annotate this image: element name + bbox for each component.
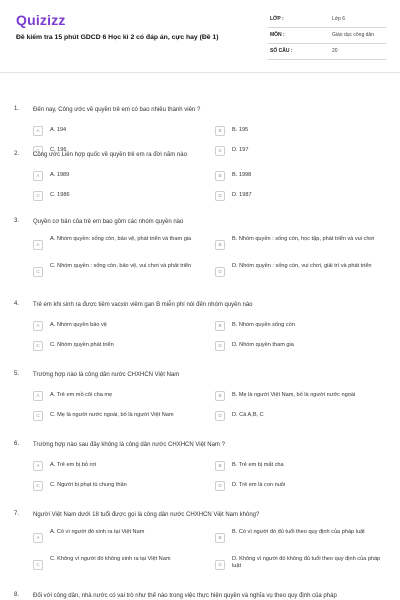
question-text: Trường hợp nào là công dân nước CHXHCN Việt Nam <box>33 372 180 378</box>
option-text: A. 1989 <box>50 172 70 178</box>
question-text: Người Việt Nam dưới 18 tuổi được gọi là công dân nước CHXHCN Việt Nam không? <box>33 512 260 518</box>
option-c[interactable] <box>33 479 208 493</box>
meta-row-count <box>268 44 386 60</box>
option-d[interactable] <box>215 189 390 203</box>
option-letter-badge: C <box>33 267 43 277</box>
option-a[interactable] <box>33 234 208 256</box>
option-letter-badge: D <box>215 560 225 570</box>
question-number: 8. <box>14 592 20 598</box>
option-text: B. Nhóm quyền sống còn <box>232 322 295 328</box>
question-text: Đối với công dân, nhà nước có vai trò như thế nào trong việc thực hiện quyền và nghĩa vụ theo quy định của pháp <box>33 593 337 599</box>
option-text: D. Cả A,B, C <box>232 412 264 418</box>
option-text: A. Nhóm quyền: sống còn, bảo vệ, phát triển và tham gia <box>50 236 192 242</box>
question-text: Trường hợp nào sau đây không là công dân nước CHXHCN Việt Nam ? <box>33 442 225 448</box>
option-letter-badge: B <box>215 126 225 136</box>
option-letter-badge: B <box>215 391 225 401</box>
meta-value: Lớp 6 <box>332 16 346 22</box>
option-letter-badge: C <box>33 146 43 156</box>
option-letter-badge: B <box>215 461 225 471</box>
option-letter-badge: A <box>33 461 43 471</box>
quizizz-logo: Quizizz <box>16 12 66 28</box>
option-d[interactable] <box>215 409 390 423</box>
option-letter-badge: C <box>33 481 43 491</box>
option-letter-badge: A <box>33 240 43 250</box>
option-a[interactable] <box>33 389 208 403</box>
option-c[interactable] <box>33 554 208 576</box>
option-text: B. Trẻ em bị mất cha <box>232 462 284 468</box>
option-text: C. Nhóm quyền phát triển <box>50 342 114 348</box>
option-text: A. Nhóm quyền bảo vệ <box>50 322 107 328</box>
question-number: 1. <box>14 106 20 112</box>
meta-row-class <box>268 12 386 28</box>
option-letter-badge: D <box>215 411 225 421</box>
option-text: B. 195 <box>232 127 249 133</box>
option-a[interactable] <box>33 319 208 333</box>
option-a[interactable] <box>33 459 208 473</box>
option-letter-badge: B <box>215 171 225 181</box>
option-text: B. Mẹ là người Việt Nam, bố là người nước ngoài <box>232 392 356 398</box>
option-letter-badge: C <box>33 341 43 351</box>
option-text: C. Nhóm quyền : sống còn, bảo vệ, vui chơi và phát triển <box>50 263 192 269</box>
option-d[interactable] <box>215 479 390 493</box>
option-b[interactable] <box>215 527 390 549</box>
option-d[interactable] <box>215 554 390 576</box>
option-a[interactable] <box>33 124 208 138</box>
meta-table <box>268 12 386 60</box>
option-text: A. Trẻ em bị bỏ rơi <box>50 462 97 468</box>
question-number: 4. <box>14 301 20 307</box>
option-b[interactable] <box>215 124 390 138</box>
question-number: 5. <box>14 371 20 377</box>
option-letter-badge: D <box>215 146 225 156</box>
document-title: Đề kiểm tra 15 phút GDCD 6 Học kì 2 có đáp án, cực hay (Đề 1) <box>16 34 219 41</box>
option-letter-badge: B <box>215 321 225 331</box>
option-text: C. Người bị phạt tù chung thân <box>50 482 127 488</box>
option-letter-badge: A <box>33 533 43 543</box>
option-letter-badge: C <box>33 411 43 421</box>
option-c[interactable] <box>33 189 208 203</box>
option-letter-badge: D <box>215 341 225 351</box>
meta-label: MÔN : <box>270 32 285 38</box>
header-divider <box>0 72 400 73</box>
option-letter-badge: B <box>215 533 225 543</box>
option-letter-badge: A <box>33 391 43 401</box>
option-letter-badge: D <box>215 191 225 201</box>
option-letter-badge: A <box>33 171 43 181</box>
option-letter-badge: C <box>33 191 43 201</box>
option-b[interactable] <box>215 319 390 333</box>
option-text: D. Nhóm quyền tham gia <box>232 342 294 348</box>
question-number: 3. <box>14 218 20 224</box>
option-letter-badge: A <box>33 126 43 136</box>
meta-label: LỚP : <box>270 16 284 22</box>
option-b[interactable] <box>215 234 390 256</box>
option-d[interactable] <box>215 339 390 353</box>
option-c[interactable] <box>33 261 208 283</box>
meta-value: 20 <box>332 48 338 54</box>
option-d[interactable] <box>215 261 390 283</box>
option-a[interactable] <box>33 527 208 549</box>
question-text: Trẻ em khi sinh ra được tiêm vacxin viêm gan B miễn phí nói đến nhóm quyền nào <box>33 302 253 308</box>
option-text: D. Không vì người đó không đủ tuổi theo quy định của pháp luật <box>232 556 381 569</box>
question-text: Công ước Liên hợp quốc về quyền trẻ em ra đời năm nào <box>33 152 187 158</box>
option-letter-badge: C <box>33 560 43 570</box>
option-text: D. 1987 <box>232 192 252 198</box>
option-c[interactable] <box>33 339 208 353</box>
option-text: D. Nhóm quyền : sống còn, vui chơi, giải trí và phát triển <box>232 263 372 269</box>
option-text: A. Có vì người đó sinh ra tại Việt Nam <box>50 529 145 535</box>
option-letter-badge: D <box>215 481 225 491</box>
question-text: Quyền cơ bản của trẻ em bao gồm các nhóm quyền nào <box>33 219 184 225</box>
option-letter-badge: D <box>215 267 225 277</box>
option-text: B. Nhóm quyền : sống còn, học tập, phát triển và vui chơi <box>232 236 375 242</box>
option-letter-badge: B <box>215 240 225 250</box>
option-text: C. Mẹ là người nước ngoài, bố là người Việt Nam <box>50 412 174 418</box>
option-text: D. 197 <box>232 147 249 153</box>
option-a[interactable] <box>33 169 208 183</box>
meta-row-subject <box>268 28 386 44</box>
option-letter-badge: A <box>33 321 43 331</box>
option-b[interactable] <box>215 169 390 183</box>
option-b[interactable] <box>215 389 390 403</box>
option-text: C. 1986 <box>50 192 70 198</box>
meta-label: SỐ CÂU : <box>270 48 293 54</box>
option-c[interactable] <box>33 409 208 423</box>
option-text: D. Trẻ em là con nuôi <box>232 482 286 488</box>
question-number: 7. <box>14 511 20 517</box>
document-header <box>0 0 400 68</box>
option-text: C. 196 <box>50 147 67 153</box>
option-text: A. Trẻ em mồ côi cha mẹ <box>50 392 113 398</box>
option-text: C. Không vì người đó không sinh ra tại Việt Nam <box>50 556 171 562</box>
option-text: A. 194 <box>50 127 67 133</box>
question-number: 6. <box>14 441 20 447</box>
question-text: Đến nay, Công ước về quyền trẻ em có bao nhiêu thành viên ? <box>33 107 201 113</box>
option-text: B. 1998 <box>232 172 252 178</box>
meta-value: Giáo dục công dân <box>332 32 374 38</box>
option-b[interactable] <box>215 459 390 473</box>
option-text: B. Có vì người đó đủ tuổi theo quy định của pháp luật <box>232 529 365 535</box>
question-number: 2. <box>14 151 20 157</box>
